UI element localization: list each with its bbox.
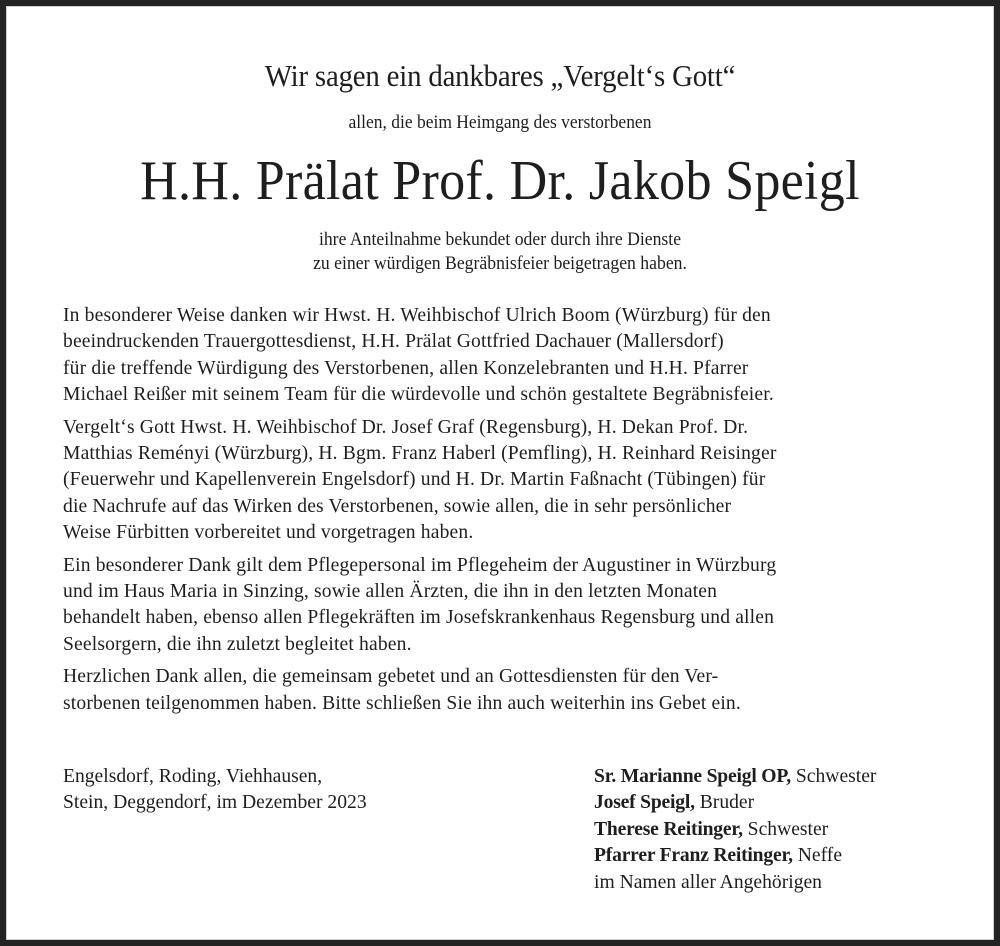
signer-name: Therese Reitinger, [594,818,743,840]
text-line: Ein besonderer Dank gilt dem Pflegepersonal im Pflegeheim der Augustiner in Würzburg [63,554,777,576]
signer [594,817,876,843]
text-line: In besonderer Weise danken wir Hwst. H. Weihbischof Ulrich Boom (Würzburg) für den [63,305,771,326]
text-line: Seelsorgern, die ihn zuletzt begleitet haben. [63,633,412,655]
text-line: Matthias Reményi (Würzburg), H. Bgm. Franz Haberl (Pemfling), H. Reinhard Reisinger [63,443,777,465]
signers-list [594,764,876,896]
subline: allen, die beim Heimgang des verstorbenen [348,112,652,133]
text-line: Weise Fürbitten vorbereitet und vorgetragen haben. [63,522,474,544]
signer-name: Josef Speigl, [594,792,695,814]
signer-relation: Bruder [694,792,755,814]
signer-relation: Schwester [791,766,877,787]
signer [594,790,876,816]
text-line: Vergelt‘s Gott Hwst. H. Weihbischof Dr. Josef Graf (Regensburg), H. Dekan Prof. Dr. [63,416,749,438]
place-date [63,764,367,817]
text-line: die Nachrufe auf das Wirken des Verstorbenen, sowie allen, die in sehr persönlicher [63,495,732,517]
paragraph-thanks-caregivers [63,553,953,659]
paragraph-thanks-prayers [63,664,953,717]
intro-line: ihre Anteilnahme bekundet oder durch ihre Dienste [318,229,682,250]
place-date-line: Stein, Deggendorf, im Dezember 2023 [63,792,367,814]
text-line: beeindruckenden Trauergottesdienst, H.H. Prälat Gottfried Dachauer (Mallersdorf) [63,331,724,353]
paragraph-thanks-obituaries [63,415,953,547]
signer [594,764,876,790]
place-line: Engelsdorf, Roding, Viehhausen, [63,766,323,787]
text-line: Herzlichen Dank allen, die gemeinsam gebetet und an Gottesdiensten für den Ver- [63,666,719,688]
intro-line: zu einer würdigen Begräbnisfeier beigetragen haben. [313,253,687,274]
signer-relation: Neffe [792,845,843,867]
deceased-name: H.H. Prälat Prof. Dr. Jakob Speigl [140,150,860,212]
signer-name: Sr. Marianne Speigl OP, [594,766,791,787]
text-line: für die treffende Würdigung des Verstorbenen, allen Konzelebranten und H.H. Pfarrer [63,357,749,379]
body-text [63,303,953,723]
text-line: und im Haus Maria in Sinzing, sowie allen Ärzten, die ihn in den letzten Monaten [63,581,718,603]
text-line: behandelt haben, ebenso allen Pflegekräften im Josefskrankenhaus Regensburg und allen [63,607,775,629]
closing-line: im Namen aller Angehörigen [594,871,822,893]
signer [594,843,876,869]
text-line: storbenen teilgenommen haben. Bitte schließen Sie ihn auch weiterhin ins Gebet ein. [63,692,741,714]
signer-name: Pfarrer Franz Reitinger, [594,845,793,867]
intro-text [41,228,960,276]
text-line: (Feuerwehr und Kapellenverein Engelsdorf) und H. Dr. Martin Faßnacht (Tübingen) für [63,469,766,491]
signer-relation: Schwester [742,818,829,840]
paragraph-thanks-clergy [63,303,953,409]
text-line: Michael Reißer mit seinem Team für die würdevolle und schön gestaltete Begräbnisfeier. [63,384,774,406]
headline: Wir sagen ein dankbares „Vergelt‘s Gott“ [264,58,736,93]
